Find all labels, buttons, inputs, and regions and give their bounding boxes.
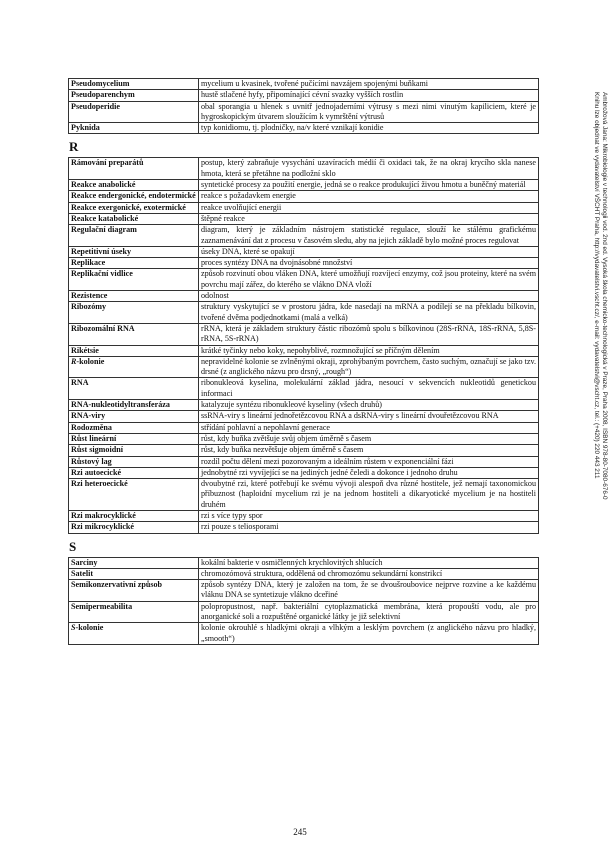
glossary-definition: syntetické procesy za použití energie, jedná se o reakce produkující živou hmotu a buněčný materiál — [199, 180, 539, 191]
glossary-definition: rRNA, která je základem struktury částic ribozómů spolu s bílkovinou (28S-rRNA, 18S-rRNA, 5,8S-rRNA, 5S-rRNA) — [199, 323, 539, 345]
glossary-definition: struktury vyskytující se v prostoru jádra, kde nasedají na mRNA a podílejí se na překladu bílkovin, tvořené dvěma podjednotkami (malá a velká) — [199, 302, 539, 324]
glossary-definition: katalyzuje syntézu ribonukleové kyseliny (všech druhů) — [199, 400, 539, 411]
glossary-term: Ribozomální RNA — [69, 323, 199, 345]
glossary-row — [69, 433, 539, 444]
glossary-term: Reakce anabolické — [69, 180, 199, 191]
glossary-row — [69, 422, 539, 433]
glossary-row — [69, 378, 539, 400]
glossary-definition: polopropustnost, např. bakteriální cytoplazmatická membrána, která propouští vodu, ale pro anorganické soli a rozpuštěné organické látky je již selektivní — [199, 601, 539, 623]
glossary-definition: chromozómová struktura, oddělená od chromozómu sekundární konstrikcí — [199, 568, 539, 579]
glossary-row — [69, 258, 539, 269]
glossary-row — [69, 467, 539, 478]
glossary-definition: dvoubytné rzi, které potřebují ke svému vývoji alespoň dva různé hostitele, jež nemají taxonomickou příbuznost (haploidní mycelium rzi je na jednom hostiteli a dikaryotické mycelium je na hostiteli druhém — [199, 479, 539, 511]
glossary-definition: postup, který zabraňuje vysychání uzavíracích médií či oxidaci tak, že na okraj krycího skla nanese hmota, která se přetáhne na podložní sklo — [199, 158, 539, 180]
glossary-definition: rozdíl počtu dělení mezi pozorovaným a ideálním růstem v exponenciální fázi — [199, 456, 539, 467]
section-letter: S — [69, 538, 77, 554]
glossary-definition: krátké tyčinky nebo koky, nepohyblivé, rozmnožující se příčným dělením — [199, 345, 539, 356]
page-number: 245 — [293, 827, 307, 837]
glossary-row — [69, 345, 539, 356]
glossary-row — [69, 79, 539, 90]
glossary-definition: reakce uvolňující energii — [199, 202, 539, 213]
glossary-row — [69, 510, 539, 521]
glossary-row — [69, 522, 539, 533]
glossary-row — [69, 356, 539, 378]
glossary-term: Rikétsie — [69, 345, 199, 356]
glossary-term: Repetitivní úseky — [69, 246, 199, 257]
glossary-definition: odolnost — [199, 291, 539, 302]
glossary-term: Reakce katabolické — [69, 213, 199, 224]
glossary-term: RNA-viry — [69, 411, 199, 422]
glossary-term: S-kolonie — [69, 623, 199, 645]
glossary-row — [69, 225, 539, 247]
glossary-row — [69, 101, 539, 123]
side-citation-line: Knihu lze objednat ve vydavatelství VŠCHT Praha, http://vydavatelstvi.vscht.cz/, e-mail: vydavatelstvi@vscht.cz, tel.: (+420) 220 443 211 — [592, 92, 600, 479]
glossary-row — [69, 601, 539, 623]
glossary-definition: kolonie okrouhlé s hladkými okraji a vlhkým a lesklým povrchem (z anglického názvu pro hladký, „smooth“) — [199, 623, 539, 645]
glossary-term: RNA — [69, 378, 199, 400]
glossary-row — [69, 411, 539, 422]
glossary-definition: obal sporangia u hlenek s uvnitř jednojaderními výtrusy s mezi nimi vinutým kapiliciem, které je hygroskopickým útvarem sloužícím k vymrštění výtrusů — [199, 101, 539, 123]
glossary-definition: růst, kdy buňka nezvětšuje objem úměrně s časem — [199, 445, 539, 456]
glossary-term: Rezistence — [69, 291, 199, 302]
glossary-term: Růst lineární — [69, 433, 199, 444]
side-citation-line: Ambrožová Jana: Mikrobiologie v technologii vod. 2nd ed. Vysoká škola chemicko-technologická v Praze, Praha 2008, ISBN 978-80-7080-676-0 — [601, 92, 608, 500]
glossary-row — [69, 456, 539, 467]
glossary-definition: štěpné reakce — [199, 213, 539, 224]
glossary-term: R-kolonie — [69, 356, 199, 378]
glossary-row — [69, 479, 539, 511]
glossary-definition: rzi s více typy spor — [199, 510, 539, 521]
glossary-term: Růstový lag — [69, 456, 199, 467]
glossary-definition: způsob syntézy DNA, který je založen na tom, že se dvoušroubovice nejprve rozvine a ke každému vláknu DNA se syntetizuje vlákno dceřiné — [199, 580, 539, 602]
glossary-term: Rzi makrocyklické — [69, 510, 199, 521]
glossary-term: RNA-nukleotidyltransferáza — [69, 400, 199, 411]
glossary-row — [69, 302, 539, 324]
glossary-term: Satelit — [69, 568, 199, 579]
glossary-term: Ribozómy — [69, 302, 199, 324]
glossary-definition: rzi pouze s teliosporami — [199, 522, 539, 533]
glossary-term: Rzi heteroecické — [69, 479, 199, 511]
glossary-term: Pyknida — [69, 123, 199, 134]
glossary-term: Pseudoparenchym — [69, 90, 199, 101]
glossary-definition: jednobytné rzi vyvíjející se na jediných jedné čeledi a dokonce i jednoho druhu — [199, 467, 539, 478]
glossary-term: Semikonzervativní způsob — [69, 580, 199, 602]
glossary-row — [69, 158, 539, 180]
glossary-row — [69, 191, 539, 202]
glossary-definition: reakce s požadavkem energie — [199, 191, 539, 202]
glossary-table — [68, 78, 539, 134]
glossary-definition: kokální bakterie v osmičlenných krychlovitých shlucích — [199, 557, 539, 568]
glossary-definition: diagram, který je základním nástrojem statistické regulace, slouží ke stálému grafickému zaznamenávání dat z procesu v časovém sledu, aby na jejich základě bylo možné proces regulovat — [199, 225, 539, 247]
glossary-definition: nepravidelné kolonie se zvlněnými okraji, zprohýbaným povrchem, často suchým, označují se jako tzv. drsné (z anglického názvu pro drsný, „rough“) — [199, 356, 539, 378]
glossary-row — [69, 445, 539, 456]
glossary-row — [69, 623, 539, 645]
glossary-term: Semipermeabilita — [69, 601, 199, 623]
glossary-row — [69, 246, 539, 257]
glossary-definition: mycelium u kvasinek, tvořené pučícími navzájem spojenými buňkami — [199, 79, 539, 90]
glossary-row — [69, 213, 539, 224]
glossary-term: Replikace — [69, 258, 199, 269]
glossary-term: Rámování preparátů — [69, 158, 199, 180]
glossary-row — [69, 580, 539, 602]
glossary-definition: úseky DNA, které se opakují — [199, 246, 539, 257]
glossary-term: Reakce endergonické, endotermické — [69, 191, 199, 202]
glossary-term: Rodozměna — [69, 422, 199, 433]
glossary-row — [69, 202, 539, 213]
glossary-definition: typ konidiomu, tj. plodničky, na/v které vznikají konidie — [199, 123, 539, 134]
glossary-definition: růst, kdy buňka zvětšuje svůj objem úměrně s časem — [199, 433, 539, 444]
glossary-row — [69, 90, 539, 101]
glossary-term: Pseudoperidie — [69, 101, 199, 123]
glossary-row — [69, 180, 539, 191]
glossary-row — [69, 568, 539, 579]
glossary-term: Reakce exergonické, exotermické — [69, 202, 199, 213]
glossary-definition: způsob rozvinutí obou vláken DNA, které umožňují rozvíjecí enzymy, což jsou proteiny, které na svém povrchu mají zářez, do kterého se vlákno DNA vloží — [199, 269, 539, 291]
glossary-table — [68, 157, 539, 533]
glossary-definition: ssRNA-viry s lineární jednořetězcovou RNA a dsRNA-viry s lineární dvouřetězcovou RNA — [199, 411, 539, 422]
glossary-definition: proces syntézy DNA na dvojnásobné množství — [199, 258, 539, 269]
glossary-definition: střídání pohlavní a nepohlavní generace — [199, 422, 539, 433]
glossary — [68, 78, 538, 645]
glossary-table — [68, 557, 539, 645]
glossary-term: Regulační diagram — [69, 225, 199, 247]
glossary-row — [69, 269, 539, 291]
glossary-row — [69, 400, 539, 411]
glossary-term: Replikační vidlice — [69, 269, 199, 291]
glossary-definition: hustě stlačené hyfy, připomínající cévní svazky vyšších rostlin — [199, 90, 539, 101]
glossary-term: Pseudomycelium — [69, 79, 199, 90]
glossary-row — [69, 323, 539, 345]
glossary-term: Rzi autoecické — [69, 467, 199, 478]
glossary-row — [69, 291, 539, 302]
section-letter: R — [69, 139, 79, 155]
glossary-term: Růst sigmoidní — [69, 445, 199, 456]
glossary-term: Sarciny — [69, 557, 199, 568]
glossary-row — [69, 557, 539, 568]
glossary-definition: ribonukleová kyselina, molekulární základ jádra, nesoucí v sekvencích nukleotidů genetickou informaci — [199, 378, 539, 400]
glossary-term: Rzi mikrocyklické — [69, 522, 199, 533]
glossary-row — [69, 123, 539, 134]
